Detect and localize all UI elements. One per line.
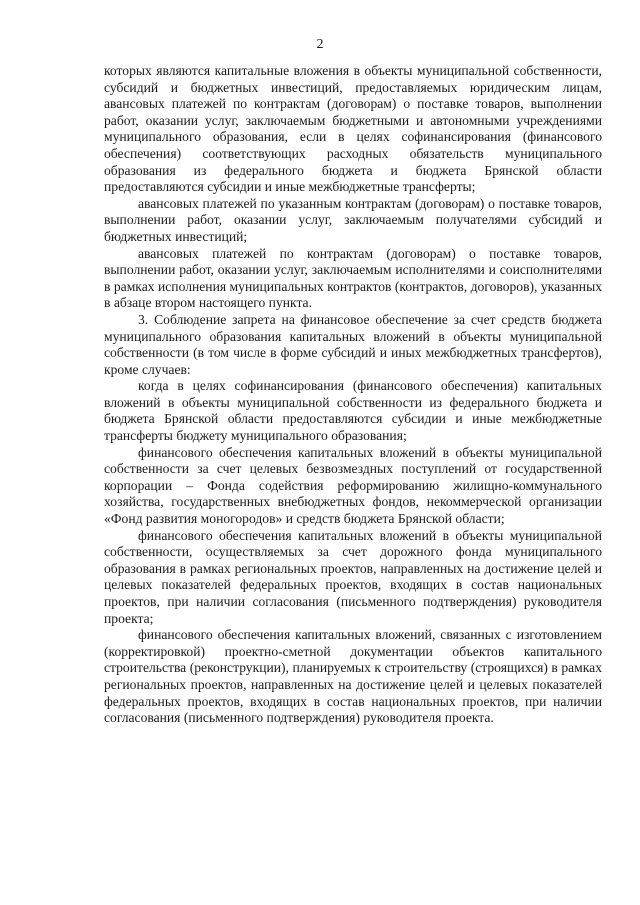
paragraph-advance-payments-contractors: авансовых платежей по контрактам (договорам) о поставке товаров, выполнении работ, оказании услуг, заключаемым исполнителями и соисполнителями в рамках исполнения муниципальных контрактов (контрактов, договоров), указанных в абзаце втором настоящего пункта. <box>104 245 602 311</box>
paragraph-point-3: 3. Соблюдение запрета на финансовое обеспечение за счет средств бюджета муниципального образования капитальных вложений в объекты муниципальной собственности (в том числе в форме субсидий и иных межбюджетных трансфертов), кроме случаев: <box>104 311 602 377</box>
paragraph-continuation: которых являются капитальные вложения в объекты муниципальной собственности, субсидий и бюджетных инвестиций, предоставляемых юридическим лицам, авансовых платежей по контрактам (договорам) о поставке товаров, выполнении работ, оказании услуг, заключаемым бюджетными и автономными учреждениями муниципального образования, если в целях софинансирования (финансового обеспечения) соответствующих расходных обязательств муниципального образования из федерального бюджета и бюджета Брянской области предоставляются субсидии и иные межбюджетные трансферты; <box>104 63 602 195</box>
page-number: 2 <box>316 37 324 52</box>
paragraph-advance-payments-recipients: авансовых платежей по указанным контрактам (договорам) о поставке товаров, выполнении работ, оказании услуг, заключаемым получателями субсидий и бюджетных инвестиций; <box>104 195 602 244</box>
paragraph-cofinancing-case: когда в целях софинансирования (финансового обеспечения) капитальных вложений в объекты муниципальной собственности из федерального бюджета и бюджета Брянской области предоставляются субсидии и иные межбюджетные трансферты бюджету муниципального образования; <box>104 378 602 444</box>
paragraph-road-fund-case: финансового обеспечения капитальных вложений в объекты муниципальной собственности, осуществляемых за счет дорожного фонда муниципального образования в рамках региональных проектов, направленных на достижение целей и целевых показателей федеральных проектов, входящих в состав национальных проектов, при наличии согласования (письменного подтверждения) руководителя проекта; <box>104 527 602 626</box>
document-body <box>104 63 602 727</box>
paragraph-gratuitous-receipts-case: финансового обеспечения капитальных вложений в объекты муниципальной собственности за счет целевых безвозмездных поступлений от государственной корпорации – Фонда содействия реформированию жилищно-коммунального хозяйства, государственных внебюджетных фондов, некоммерческой организации «Фонд развития моногородов» и средств бюджета Брянской области; <box>104 444 602 527</box>
paragraph-design-documentation-case: финансового обеспечения капитальных вложений, связанных с изготовлением (корректировкой) проектно-сметной документации объектов капитального строительства (реконструкции), планируемых к строительству (строящихся) в рамках региональных проектов, направленных на достижение целей и целевых показателей федеральных проектов, входящих в состав национальных проектов, при наличии согласования (письменного подтверждения) руководителя проекта. <box>104 627 602 726</box>
